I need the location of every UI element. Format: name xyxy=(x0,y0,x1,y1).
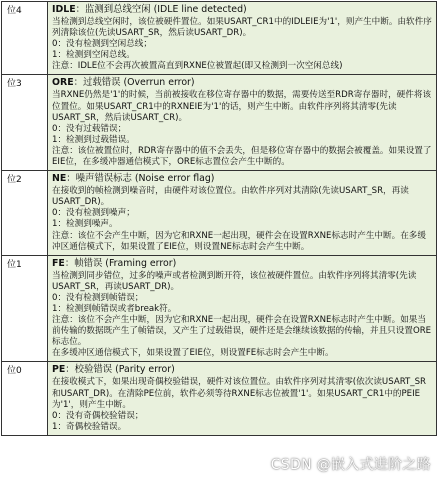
bit-title xyxy=(52,4,433,16)
bit-description xyxy=(48,171,437,255)
table-row-bit0 xyxy=(2,362,437,435)
table-row-bit4 xyxy=(2,2,437,75)
bit-label: 位3 xyxy=(2,75,48,170)
bit-title-text: ：过载错误 (Overrun error) xyxy=(73,77,195,89)
bit-title xyxy=(52,173,433,185)
bit-label: 位2 xyxy=(2,171,48,255)
bit-title-text: ：校验错误 (Parity error) xyxy=(65,364,175,376)
description-line: 当RXNE仍然是'1'的时候，当前被接收在移位寄存器中的数据，需要传送至RDR寄存器时，硬件将该位置位。如果USART_CR1中的RXNEIE为'1'的话，则产生中断。由软件序列将其清零(先读USART_SR，然后读USART_CR)。 xyxy=(52,90,432,123)
bit-abbr: IDLE xyxy=(52,4,76,15)
description-line: 0：没有检测到帧错误； xyxy=(52,292,144,303)
bit-title xyxy=(52,258,433,270)
description-line: 当检测到同步错位，过多的噪声或者检测到断开符，该位被硬件置位。由软件序列将其清零(先读USART_SR，再读USART_DR)。 xyxy=(52,270,417,292)
description-line: 0：没有奇偶校验错误； xyxy=(52,410,144,421)
bit-description xyxy=(48,75,437,170)
bit-title xyxy=(52,364,433,376)
bit-abbr: NE xyxy=(52,173,67,185)
bit-label: 位1 xyxy=(2,256,48,362)
bit-title-text: ：帧错误 (Framing error) xyxy=(64,257,177,269)
bit-description xyxy=(48,2,437,74)
table-row-bit2 xyxy=(2,171,437,256)
bit-abbr: PE xyxy=(52,364,66,376)
description-line: 1：奇偶校验错误。 xyxy=(52,421,127,432)
description-line: 0：没有过载错误； xyxy=(52,123,127,134)
description-line: 1：检测到过载错误。 xyxy=(52,134,135,145)
csdn-watermark: CSDN @嵌入式进阶之路 xyxy=(270,457,431,473)
description-line: 1：检测到帧错误或者break符。 xyxy=(52,303,177,314)
description-line: 0：没有检测到空闲总线； xyxy=(52,39,152,50)
description-line: 注意：该位被置位时，RDR寄存器中的值不会丢失，但是移位寄存器中的数据会被覆盖。如果设置了EIE位，在多缓冲器通信模式下，ORE标志置位会产生中断的。 xyxy=(52,145,432,168)
description-line: 1：检测到空闲总线。 xyxy=(52,50,135,61)
table-row-bit1 xyxy=(2,256,437,363)
bit-title-text: ：噪声错误标志 (Noise error flag) xyxy=(66,173,215,185)
bit-description xyxy=(48,256,437,362)
bit-abbr: FE xyxy=(52,257,65,269)
description-line: 0：没有检测到噪声； xyxy=(52,208,135,219)
description-line: 在多缓冲区通信模式下，如果设置了EIE位，则设置FE标志时会产生中断。 xyxy=(52,348,334,359)
register-bit-table xyxy=(1,1,437,436)
description-line: 注意：该位不会产生中断，因为它和RXNE一起出现，硬件会在设置RXNE标志时产生中断。在多缓冲区通信模式下，如果设置了EIE位，则设置NE标志时会产生中断。 xyxy=(52,230,426,252)
description-line: 1：检测到噪声。 xyxy=(52,219,118,230)
bit-title-text: ：监测到总线空闲 (IDLE line detected) xyxy=(75,4,247,15)
description-line: 当检测到总线空闲时，该位被硬件置位。如果USART_CR1中的IDLEIE为'1'，则产生中断。由软件序列清除该位(先读USART_SR，然后读USART_DR)。 xyxy=(52,17,432,39)
bit-label: 位0 xyxy=(2,362,48,434)
bit-description xyxy=(48,362,437,434)
description-line: 注意：该位不会产生中断，因为它和RXNE一起出现，硬件会在设置RXNE标志时产生中断。如果当前传输的数据既产生了帧错误，又产生了过载错误，硬件还是会继续该数据的传输，并且只设置ORE标志位。 xyxy=(52,315,432,348)
table-row-bit3 xyxy=(2,75,437,171)
bit-abbr: ORE xyxy=(52,77,74,89)
description-line: 注意：IDLE位不会再次被置高直到RXNE位被置起(即又检测到一次空闲总线) xyxy=(52,61,343,72)
description-line: 在接收模式下，如果出现奇偶校验错误，硬件对该位置位。由软件序列对其清零(依次读USART_SR和USART_DR)。在清除PE位前，软件必须等待RXNE标志位被置'1'。如果USART_CR1中的PEIE为'1'，则产生中断。 xyxy=(52,377,427,410)
bit-title xyxy=(52,77,433,89)
bit-label: 位4 xyxy=(2,2,48,74)
description-line: 在接收到的帧检测到噪音时，由硬件对该位置位。由软件序列对其清除(先读USART_SR，再读USART_DR)。 xyxy=(52,186,409,208)
